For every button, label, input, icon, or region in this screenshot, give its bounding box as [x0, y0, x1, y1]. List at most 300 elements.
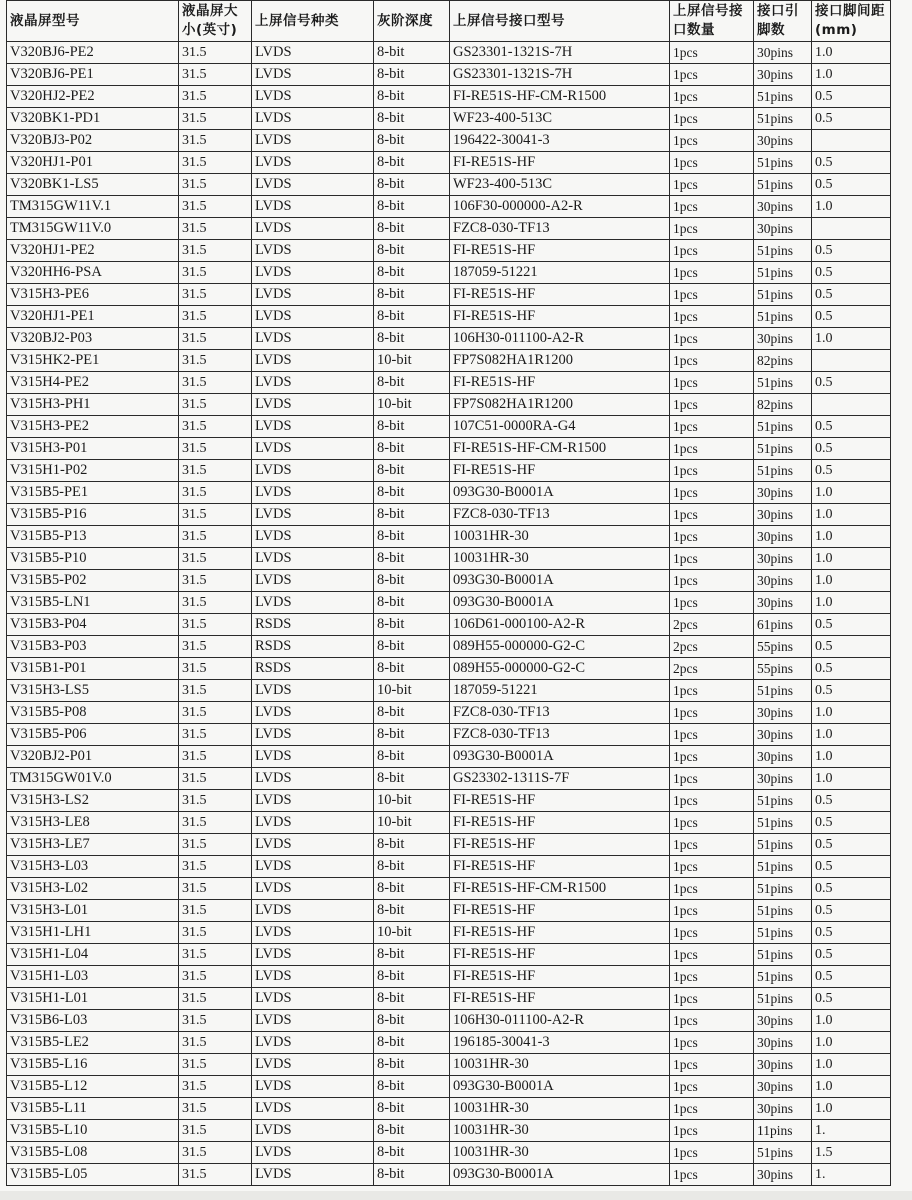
gray-depth-cell: 8-bit [374, 438, 450, 460]
pin-count-cell: 11pins [754, 1120, 812, 1142]
size-cell: 31.5 [179, 438, 252, 460]
pin-count-cell: 30pins [754, 1032, 812, 1054]
model-cell: TM315GW11V.0 [7, 218, 179, 240]
pin-count-cell: 51pins [754, 878, 812, 900]
size-cell: 31.5 [179, 328, 252, 350]
connector-model-cell: WF23-400-513C [450, 174, 670, 196]
model-cell: V320BJ3-P02 [7, 130, 179, 152]
size-cell: 31.5 [179, 372, 252, 394]
connector-model-cell: FZC8-030-TF13 [450, 504, 670, 526]
signal-type-cell: LVDS [252, 988, 374, 1010]
pin-pitch-cell: 1.0 [812, 526, 891, 548]
size-cell: 31.5 [179, 768, 252, 790]
model-cell: V315H3-L01 [7, 900, 179, 922]
header-connector-model: 上屏信号接口型号 [450, 1, 670, 42]
pin-count-cell: 30pins [754, 702, 812, 724]
size-cell: 31.5 [179, 64, 252, 86]
model-cell: V315B5-L10 [7, 1120, 179, 1142]
pin-count-cell: 30pins [754, 1098, 812, 1120]
connector-model-cell: FZC8-030-TF13 [450, 702, 670, 724]
pin-pitch-cell: 1.0 [812, 1032, 891, 1054]
size-cell: 31.5 [179, 394, 252, 416]
pin-pitch-cell: 0.5 [812, 416, 891, 438]
gray-depth-cell: 8-bit [374, 724, 450, 746]
gray-depth-cell: 8-bit [374, 856, 450, 878]
size-cell: 31.5 [179, 262, 252, 284]
pin-count-cell: 51pins [754, 680, 812, 702]
model-cell: TM315GW11V.1 [7, 196, 179, 218]
pin-count-cell: 30pins [754, 768, 812, 790]
signal-type-cell: LVDS [252, 1164, 374, 1186]
pin-pitch-cell [812, 350, 891, 372]
connector-model-cell: WF23-400-513C [450, 108, 670, 130]
signal-type-cell: LVDS [252, 438, 374, 460]
pin-pitch-cell: 1.0 [812, 1054, 891, 1076]
gray-depth-cell: 10-bit [374, 790, 450, 812]
model-cell: V315B5-LE2 [7, 1032, 179, 1054]
pin-pitch-cell: 0.5 [812, 284, 891, 306]
size-cell: 31.5 [179, 790, 252, 812]
connector-model-cell: FI-RE51S-HF [450, 240, 670, 262]
table-row [7, 130, 891, 152]
pin-pitch-cell: 1.0 [812, 702, 891, 724]
model-cell: V315B5-P16 [7, 504, 179, 526]
connector-model-cell: GS23301-1321S-7H [450, 42, 670, 64]
pin-pitch-cell: 0.5 [812, 636, 891, 658]
model-cell: V315B5-PE1 [7, 482, 179, 504]
signal-type-cell: LVDS [252, 526, 374, 548]
connector-model-cell: 10031HR-30 [450, 1142, 670, 1164]
connector-count-cell: 1pcs [670, 438, 754, 460]
gray-depth-cell: 10-bit [374, 394, 450, 416]
size-cell: 31.5 [179, 1032, 252, 1054]
table-row [7, 504, 891, 526]
connector-model-cell: FP7S082HA1R1200 [450, 394, 670, 416]
gray-depth-cell: 8-bit [374, 570, 450, 592]
pin-pitch-cell: 0.5 [812, 174, 891, 196]
signal-type-cell: LVDS [252, 680, 374, 702]
connector-count-cell: 1pcs [670, 922, 754, 944]
pin-count-cell: 51pins [754, 988, 812, 1010]
connector-model-cell: 10031HR-30 [450, 1054, 670, 1076]
connector-count-cell: 1pcs [670, 724, 754, 746]
gray-depth-cell: 8-bit [374, 1054, 450, 1076]
pin-count-cell: 30pins [754, 570, 812, 592]
size-cell: 31.5 [179, 240, 252, 262]
connector-count-cell: 1pcs [670, 196, 754, 218]
table-row [7, 1142, 891, 1164]
table-row [7, 548, 891, 570]
table-row [7, 966, 891, 988]
gray-depth-cell: 8-bit [374, 42, 450, 64]
size-cell: 31.5 [179, 724, 252, 746]
pin-count-cell: 51pins [754, 922, 812, 944]
signal-type-cell: LVDS [252, 284, 374, 306]
gray-depth-cell: 8-bit [374, 966, 450, 988]
pin-pitch-cell: 1.0 [812, 328, 891, 350]
gray-depth-cell: 10-bit [374, 350, 450, 372]
pin-count-cell: 51pins [754, 86, 812, 108]
signal-type-cell: LVDS [252, 548, 374, 570]
connector-count-cell: 1pcs [670, 86, 754, 108]
table-row [7, 570, 891, 592]
header-pin-count: 接口引脚数 [754, 1, 812, 42]
pin-pitch-cell: 1.0 [812, 1010, 891, 1032]
table-row [7, 658, 891, 680]
connector-count-cell: 2pcs [670, 658, 754, 680]
pin-pitch-cell: 0.5 [812, 988, 891, 1010]
size-cell: 31.5 [179, 1120, 252, 1142]
gray-depth-cell: 8-bit [374, 1120, 450, 1142]
pin-count-cell: 82pins [754, 394, 812, 416]
signal-type-cell: LVDS [252, 306, 374, 328]
size-cell: 31.5 [179, 548, 252, 570]
connector-count-cell: 1pcs [670, 1076, 754, 1098]
pin-pitch-cell: 0.5 [812, 438, 891, 460]
pin-pitch-cell: 0.5 [812, 680, 891, 702]
connector-count-cell: 1pcs [670, 108, 754, 130]
model-cell: V315B3-P03 [7, 636, 179, 658]
gray-depth-cell: 8-bit [374, 328, 450, 350]
table-row [7, 152, 891, 174]
gray-depth-cell: 8-bit [374, 768, 450, 790]
size-cell: 31.5 [179, 658, 252, 680]
signal-type-cell: LVDS [252, 1054, 374, 1076]
connector-count-cell: 1pcs [670, 64, 754, 86]
signal-type-cell: LVDS [252, 1120, 374, 1142]
pin-pitch-cell: 1.0 [812, 64, 891, 86]
pin-pitch-cell: 1.0 [812, 1076, 891, 1098]
table-row [7, 306, 891, 328]
signal-type-cell: LVDS [252, 130, 374, 152]
connector-model-cell: 106D61-000100-A2-R [450, 614, 670, 636]
table-row [7, 944, 891, 966]
signal-type-cell: LVDS [252, 416, 374, 438]
connector-count-cell: 1pcs [670, 790, 754, 812]
table-row [7, 218, 891, 240]
connector-model-cell: FI-RE51S-HF [450, 966, 670, 988]
connector-model-cell: 093G30-B0001A [450, 592, 670, 614]
gray-depth-cell: 8-bit [374, 834, 450, 856]
connector-count-cell: 1pcs [670, 328, 754, 350]
model-cell: V315H3-P01 [7, 438, 179, 460]
gray-depth-cell: 8-bit [374, 196, 450, 218]
signal-type-cell: LVDS [252, 1032, 374, 1054]
model-cell: V320BJ6-PE2 [7, 42, 179, 64]
connector-count-cell: 2pcs [670, 636, 754, 658]
gray-depth-cell: 8-bit [374, 988, 450, 1010]
model-cell: V320HJ1-PE1 [7, 306, 179, 328]
gray-depth-cell: 8-bit [374, 174, 450, 196]
pin-count-cell: 51pins [754, 262, 812, 284]
pin-pitch-cell [812, 218, 891, 240]
connector-model-cell: FI-RE51S-HF [450, 856, 670, 878]
table-row [7, 856, 891, 878]
table-header-row [7, 1, 891, 42]
table-row [7, 724, 891, 746]
pin-count-cell: 30pins [754, 218, 812, 240]
model-cell: V315H1-LH1 [7, 922, 179, 944]
size-cell: 31.5 [179, 1010, 252, 1032]
model-cell: V315B5-L11 [7, 1098, 179, 1120]
size-cell: 31.5 [179, 680, 252, 702]
pin-count-cell: 30pins [754, 724, 812, 746]
gray-depth-cell: 8-bit [374, 372, 450, 394]
connector-count-cell: 1pcs [670, 988, 754, 1010]
size-cell: 31.5 [179, 812, 252, 834]
pin-pitch-cell: 0.5 [812, 152, 891, 174]
model-cell: V320BJ6-PE1 [7, 64, 179, 86]
connector-model-cell: FI-RE51S-HF [450, 900, 670, 922]
connector-model-cell: 093G30-B0001A [450, 746, 670, 768]
signal-type-cell: LVDS [252, 64, 374, 86]
header-signal-type: 上屏信号种类 [252, 1, 374, 42]
gray-depth-cell: 8-bit [374, 64, 450, 86]
gray-depth-cell: 8-bit [374, 878, 450, 900]
gray-depth-cell: 8-bit [374, 504, 450, 526]
table-row [7, 988, 891, 1010]
connector-model-cell: 10031HR-30 [450, 1098, 670, 1120]
pin-count-cell: 30pins [754, 592, 812, 614]
pin-count-cell: 30pins [754, 482, 812, 504]
connector-count-cell: 1pcs [670, 966, 754, 988]
table-row [7, 592, 891, 614]
model-cell: V315H3-PE2 [7, 416, 179, 438]
pin-pitch-cell: 1. [812, 1120, 891, 1142]
model-cell: V315H3-L03 [7, 856, 179, 878]
pin-pitch-cell: 1.0 [812, 724, 891, 746]
pin-pitch-cell: 1.0 [812, 42, 891, 64]
signal-type-cell: LVDS [252, 394, 374, 416]
header-gray-depth: 灰阶深度 [374, 1, 450, 42]
pin-count-cell: 51pins [754, 108, 812, 130]
pin-count-cell: 51pins [754, 900, 812, 922]
pin-pitch-cell [812, 130, 891, 152]
connector-model-cell: FZC8-030-TF13 [450, 218, 670, 240]
connector-model-cell: FI-RE51S-HF [450, 988, 670, 1010]
gray-depth-cell: 8-bit [374, 416, 450, 438]
signal-type-cell: LVDS [252, 240, 374, 262]
size-cell: 31.5 [179, 130, 252, 152]
table-row [7, 1032, 891, 1054]
pin-count-cell: 30pins [754, 328, 812, 350]
connector-count-cell: 1pcs [670, 1032, 754, 1054]
model-cell: V315H3-LS2 [7, 790, 179, 812]
connector-model-cell: 196422-30041-3 [450, 130, 670, 152]
connector-count-cell: 1pcs [670, 548, 754, 570]
model-cell: V315B5-L08 [7, 1142, 179, 1164]
size-cell: 31.5 [179, 482, 252, 504]
table-row [7, 900, 891, 922]
model-cell: V320HJ2-PE2 [7, 86, 179, 108]
pin-pitch-cell: 0.5 [812, 790, 891, 812]
header-size: 液晶屏大小(英寸) [179, 1, 252, 42]
model-cell: V315H3-LS5 [7, 680, 179, 702]
connector-model-cell: FI-RE51S-HF-CM-R1500 [450, 438, 670, 460]
signal-type-cell: LVDS [252, 702, 374, 724]
connector-model-cell: FP7S082HA1R1200 [450, 350, 670, 372]
model-cell: V320BK1-LS5 [7, 174, 179, 196]
connector-count-cell: 1pcs [670, 240, 754, 262]
pin-count-cell: 30pins [754, 746, 812, 768]
signal-type-cell: LVDS [252, 724, 374, 746]
pin-count-cell: 30pins [754, 1054, 812, 1076]
pin-count-cell: 30pins [754, 504, 812, 526]
signal-type-cell: LVDS [252, 196, 374, 218]
pin-count-cell: 30pins [754, 1076, 812, 1098]
pin-pitch-cell: 0.5 [812, 856, 891, 878]
signal-type-cell: LVDS [252, 328, 374, 350]
gray-depth-cell: 8-bit [374, 548, 450, 570]
size-cell: 31.5 [179, 108, 252, 130]
connector-model-cell: 187059-51221 [450, 680, 670, 702]
table-row [7, 438, 891, 460]
pin-pitch-cell: 1.0 [812, 482, 891, 504]
pin-count-cell: 55pins [754, 658, 812, 680]
pin-pitch-cell: 0.5 [812, 240, 891, 262]
pin-count-cell: 51pins [754, 966, 812, 988]
pin-count-cell: 51pins [754, 152, 812, 174]
gray-depth-cell: 8-bit [374, 746, 450, 768]
connector-count-cell: 1pcs [670, 350, 754, 372]
gray-depth-cell: 8-bit [374, 900, 450, 922]
pin-pitch-cell: 1.0 [812, 548, 891, 570]
pin-count-cell: 30pins [754, 526, 812, 548]
connector-count-cell: 1pcs [670, 1010, 754, 1032]
signal-type-cell: LVDS [252, 768, 374, 790]
connector-model-cell: FI-RE51S-HF [450, 284, 670, 306]
size-cell: 31.5 [179, 922, 252, 944]
connector-count-cell: 2pcs [670, 614, 754, 636]
signal-type-cell: LVDS [252, 812, 374, 834]
connector-model-cell: FI-RE51S-HF-CM-R1500 [450, 878, 670, 900]
table-row [7, 372, 891, 394]
gray-depth-cell: 10-bit [374, 812, 450, 834]
pin-pitch-cell: 1.0 [812, 746, 891, 768]
signal-type-cell: LVDS [252, 482, 374, 504]
signal-type-cell: LVDS [252, 372, 374, 394]
gray-depth-cell: 10-bit [374, 922, 450, 944]
table-row [7, 636, 891, 658]
table-row [7, 108, 891, 130]
connector-model-cell: FI-RE51S-HF [450, 790, 670, 812]
model-cell: TM315GW01V.0 [7, 768, 179, 790]
header-model: 液晶屏型号 [7, 1, 179, 42]
connector-model-cell: FI-RE51S-HF [450, 306, 670, 328]
connector-count-cell: 1pcs [670, 42, 754, 64]
connector-count-cell: 1pcs [670, 526, 754, 548]
gray-depth-cell: 8-bit [374, 1010, 450, 1032]
gray-depth-cell: 8-bit [374, 614, 450, 636]
size-cell: 31.5 [179, 1098, 252, 1120]
connector-count-cell: 1pcs [670, 900, 754, 922]
model-cell: V315B5-LN1 [7, 592, 179, 614]
signal-type-cell: LVDS [252, 834, 374, 856]
connector-count-cell: 1pcs [670, 944, 754, 966]
size-cell: 31.5 [179, 1054, 252, 1076]
pin-pitch-cell: 0.5 [812, 614, 891, 636]
table-row [7, 416, 891, 438]
pin-count-cell: 51pins [754, 306, 812, 328]
gray-depth-cell: 8-bit [374, 284, 450, 306]
signal-type-cell: LVDS [252, 966, 374, 988]
size-cell: 31.5 [179, 746, 252, 768]
pin-count-cell: 30pins [754, 548, 812, 570]
pin-pitch-cell: 0.5 [812, 922, 891, 944]
signal-type-cell: LVDS [252, 108, 374, 130]
signal-type-cell: LVDS [252, 570, 374, 592]
connector-model-cell: 089H55-000000-G2-C [450, 636, 670, 658]
connector-model-cell: FI-RE51S-HF [450, 834, 670, 856]
signal-type-cell: RSDS [252, 636, 374, 658]
signal-type-cell: RSDS [252, 658, 374, 680]
size-cell: 31.5 [179, 218, 252, 240]
size-cell: 31.5 [179, 878, 252, 900]
connector-count-cell: 1pcs [670, 416, 754, 438]
connector-count-cell: 1pcs [670, 834, 754, 856]
connector-model-cell: 089H55-000000-G2-C [450, 658, 670, 680]
size-cell: 31.5 [179, 460, 252, 482]
connector-model-cell: FI-RE51S-HF-CM-R1500 [450, 86, 670, 108]
model-cell: V315H1-P02 [7, 460, 179, 482]
connector-count-cell: 1pcs [670, 1098, 754, 1120]
signal-type-cell: LVDS [252, 944, 374, 966]
table-row [7, 1076, 891, 1098]
pin-pitch-cell: 0.5 [812, 812, 891, 834]
size-cell: 31.5 [179, 834, 252, 856]
pin-count-cell: 30pins [754, 42, 812, 64]
connector-count-cell: 1pcs [670, 592, 754, 614]
connector-count-cell: 1pcs [670, 152, 754, 174]
signal-type-cell: LVDS [252, 1098, 374, 1120]
pin-count-cell: 61pins [754, 614, 812, 636]
connector-count-cell: 1pcs [670, 856, 754, 878]
connector-model-cell: FI-RE51S-HF [450, 460, 670, 482]
pin-pitch-cell: 0.5 [812, 372, 891, 394]
table-row [7, 812, 891, 834]
pin-pitch-cell: 1.0 [812, 504, 891, 526]
connector-count-cell: 1pcs [670, 878, 754, 900]
pin-count-cell: 30pins [754, 196, 812, 218]
model-cell: V315B5-P10 [7, 548, 179, 570]
connector-count-cell: 1pcs [670, 812, 754, 834]
pin-pitch-cell: 0.5 [812, 86, 891, 108]
size-cell: 31.5 [179, 988, 252, 1010]
connector-count-cell: 1pcs [670, 174, 754, 196]
gray-depth-cell: 8-bit [374, 1164, 450, 1186]
model-cell: V315B5-P02 [7, 570, 179, 592]
pin-count-cell: 51pins [754, 812, 812, 834]
table-row [7, 262, 891, 284]
header-connector-count: 上屏信号接口数量 [670, 1, 754, 42]
model-cell: V315H1-L04 [7, 944, 179, 966]
pin-count-cell: 51pins [754, 416, 812, 438]
connector-count-cell: 1pcs [670, 284, 754, 306]
table-row [7, 1054, 891, 1076]
table-row [7, 196, 891, 218]
connector-model-cell: GS23302-1311S-7F [450, 768, 670, 790]
pin-count-cell: 55pins [754, 636, 812, 658]
connector-count-cell: 1pcs [670, 218, 754, 240]
pin-count-cell: 51pins [754, 944, 812, 966]
model-cell: V315H4-PE2 [7, 372, 179, 394]
connector-model-cell: 10031HR-30 [450, 526, 670, 548]
gray-depth-cell: 8-bit [374, 306, 450, 328]
model-cell: V315H1-L03 [7, 966, 179, 988]
model-cell: V315H3-LE7 [7, 834, 179, 856]
model-cell: V320BJ2-P03 [7, 328, 179, 350]
connector-count-cell: 1pcs [670, 372, 754, 394]
